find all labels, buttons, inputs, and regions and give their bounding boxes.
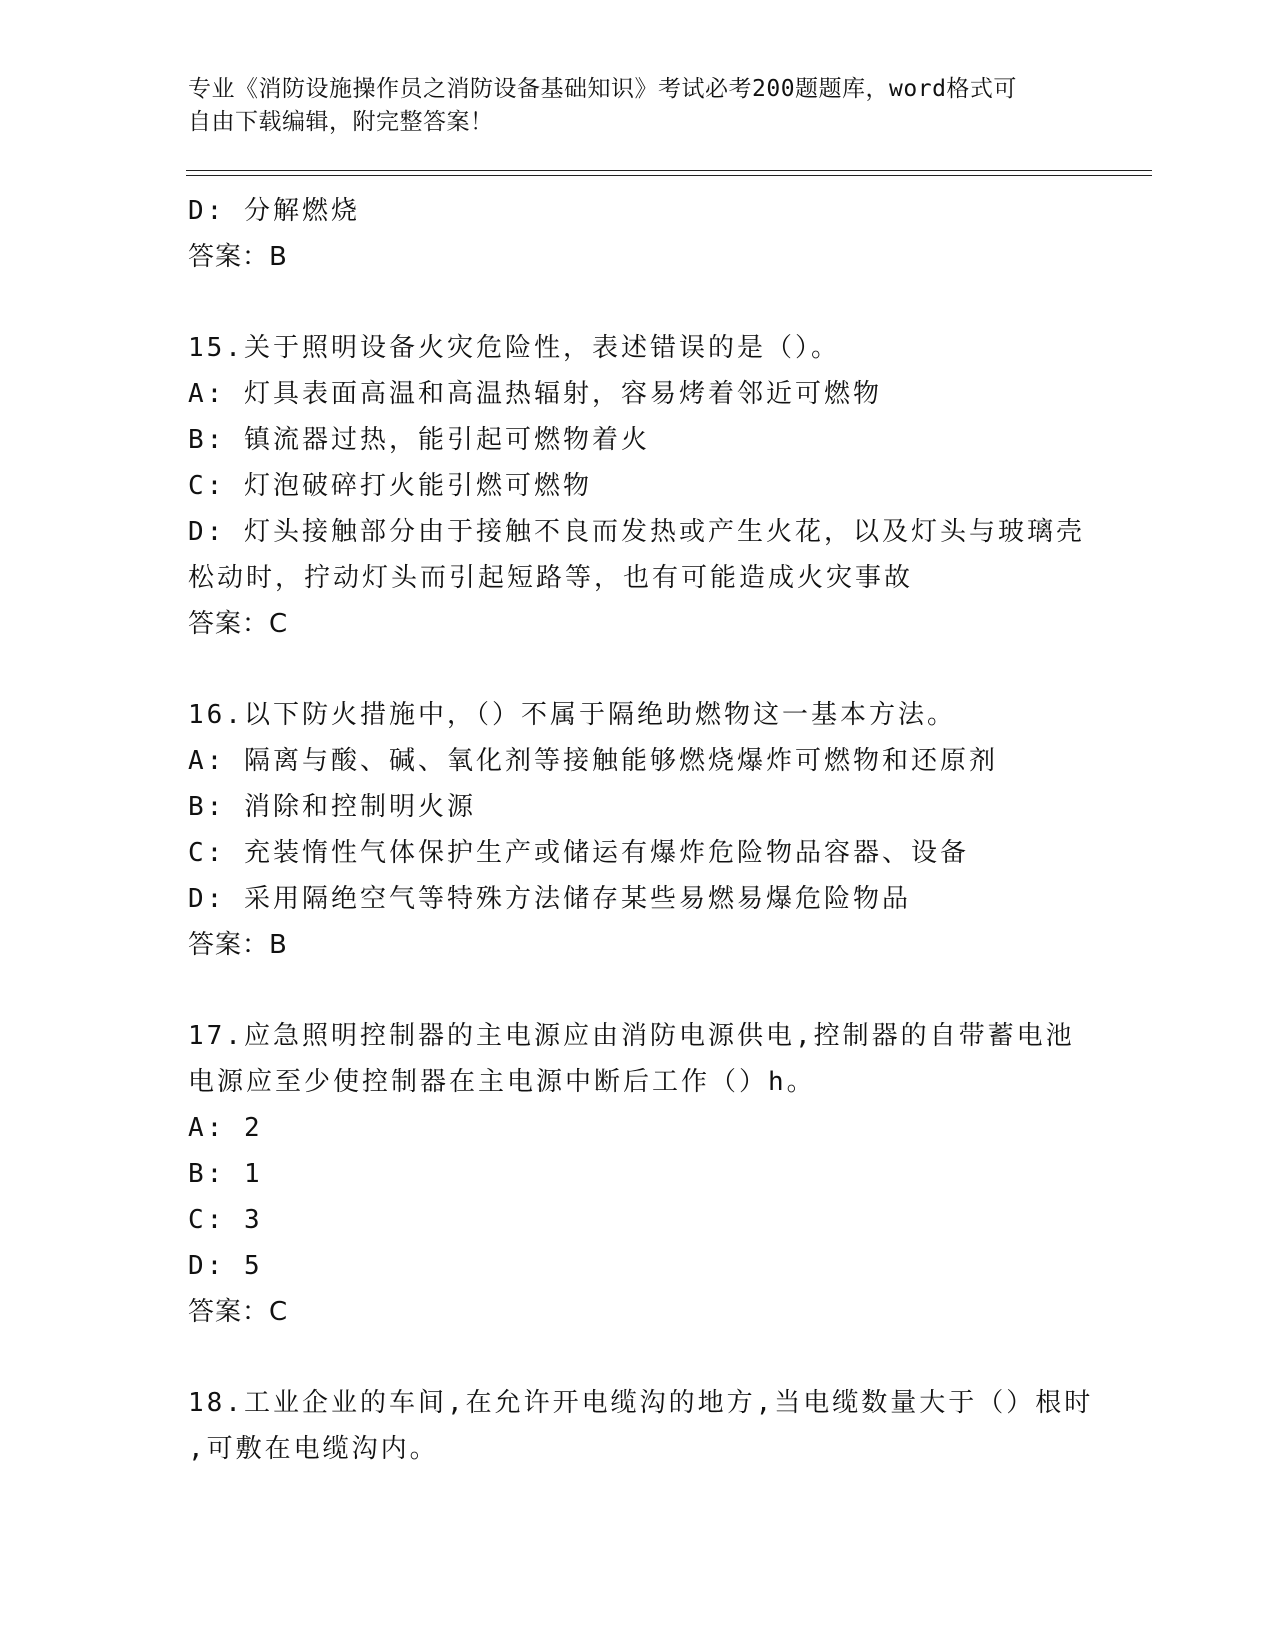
option-c: C: 3 [188,1205,263,1235]
answer: 答案：B [188,930,288,960]
question-text: 17.应急照明控制器的主电源应由消防电源供电,控制器的自带蓄电池 [188,1021,1075,1051]
option-b: B: 消除和控制明火源 [188,792,476,822]
option-a: A: 2 [188,1113,263,1143]
option-a: A: 灯具表面高温和高温热辐射，容易烤着邻近可燃物 [188,379,882,409]
question-text: 15.关于照明设备火灾危险性，表述错误的是（）。 [188,333,840,363]
question-15 [188,325,1118,647]
question-text: 16.以下防火措施中，（）不属于隔绝助燃物这一基本方法。 [188,700,956,730]
option-b: B: 镇流器过热，能引起可燃物着火 [188,425,650,455]
option-b: B: 1 [188,1159,263,1189]
header-rule-bottom [186,175,1152,176]
option-d: D: 分解燃烧 [188,196,360,226]
option-c: C: 充装惰性气体保护生产或储运有爆炸危险物品容器、设备 [188,838,969,868]
question-text: 18.工业企业的车间,在允许开电缆沟的地方,当电缆数量大于（）根时 [188,1388,1094,1418]
document-body [188,188,1118,1472]
answer: 答案：B [188,242,288,272]
header-line-1: 专业《消防设施操作员之消防设备基础知识》考试必考200题题库，word格式可 [188,76,1017,102]
header-rule-top [186,170,1152,171]
answer: 答案：C [188,1297,289,1327]
question-text-continued: ,可敷在电缆沟内。 [188,1434,439,1464]
page-header [188,73,1088,139]
option-a: A: 隔离与酸、碱、氧化剂等接触能够燃烧爆炸可燃物和还原剂 [188,746,998,776]
option-c: C: 灯泡破碎打火能引燃可燃物 [188,471,592,501]
option-d: D: 采用隔绝空气等特殊方法储存某些易燃易爆危险物品 [188,884,911,914]
question-18 [188,1380,1118,1472]
option-d: D: 5 [188,1251,263,1281]
question-text-continued: 电源应至少使控制器在主电源中断后工作（）h。 [188,1067,816,1097]
option-d: D: 灯头接触部分由于接触不良而发热或产生火花，以及灯头与玻璃壳 [188,517,1085,547]
header-line-2: 自由下载编辑，附完整答案！ [188,109,494,135]
question-16 [188,692,1118,968]
question-17 [188,1013,1118,1335]
answer: 答案：C [188,609,289,639]
option-d-continued: 松动时，拧动灯头而引起短路等，也有可能造成火灾事故 [188,563,914,593]
